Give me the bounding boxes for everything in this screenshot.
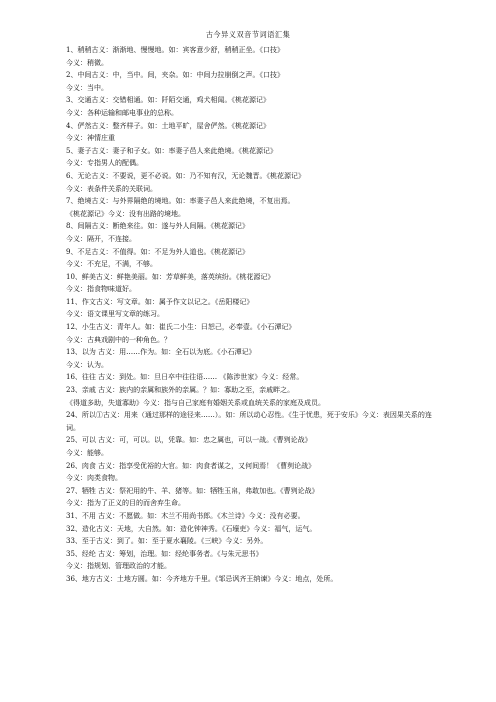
glossary-line: 6、无论古义：不要说，更不必说。如：乃不知有汉，无论魏晋。《桃花源记》 [66,171,305,180]
glossary-line: 今义：指为了正义的目的而舍弃生命。 [66,499,185,508]
glossary-line: 4、俨然古义：整齐样子。如：土地平旷，屋舍俨然。《桃花源记》 [66,121,270,130]
glossary-line: 今义：语文课里写文章的练习。 [66,310,164,319]
glossary-line: 24、所以①古义：用来（通过那样的途径来……）。如：所以动心忍性。《生于忧患，死于安乐》今义：表因果关系的连词。 [66,411,432,432]
glossary-line: 25、可以 古义：可，可以。以，凭靠。如：忠之属也，可以一战。《曹刿论战》 [66,436,312,445]
glossary-line: 23、亲戚 古义：族内的亲属和族外的亲属。？如：寡助之至，亲戚畔之。 [66,386,295,395]
glossary-line: 12、小生古义：青年人。如：崔氏二小生：曰恕己，必奉壹。《小石潭记》 [66,323,296,332]
glossary-line: 5、妻子古义：妻子和子女。如：率妻子邑人来此绝境。《桃花源记》 [66,146,277,155]
glossary-list [66,44,442,586]
glossary-line: 今义：各种运输和邮电事业的总称。 [66,108,178,117]
glossary-line: 《得道多助，失道寡助》今义：指与自己家庭有婚姻关系或血统关系的家庭及成员。 [66,398,325,407]
glossary-line: 今义：当中。 [66,83,108,92]
glossary-line: 3、交通古义：交错相通。如：阡陌交通，鸡犬相闻。《桃花源记》 [66,96,270,105]
glossary-line: 35、经纶 古义：筹划，治理。如：经纶事务者。《与朱元思书》 [66,549,263,558]
glossary-line: 《桃花源记》今义：没有出路的境地。 [66,209,185,218]
glossary-line: 今义：专指男人的配偶。 [66,159,143,168]
glossary-line: 1、稍稍古义：渐渐地、慢慢地。如：宾客意少舒，稍稍正坐。《口技》 [66,46,284,54]
glossary-line: 今义：表条件关系的关联词。 [66,184,157,193]
glossary-line: 32、造化古义：天地，大自然。如：造化钟神秀。《石壕吏》今义：福气，运气。 [66,524,317,533]
glossary-line: 33、至于古义：到了。如：至于夏水襄陵。《三峡》今义：另外。 [66,537,268,546]
glossary-line: 今义：神情庄重 [66,134,115,143]
glossary-line: 16、往往 古义：到处。如：旦日卒中往往语…… 《陈涉世家》今义：经常。 [66,373,304,382]
glossary-line: 2、中间古义：中，当中。间，夹杂。如：中间力拉崩倒之声。《口技》 [66,71,284,80]
glossary-line: 今义：隔开，不连接。 [66,234,136,243]
glossary-line: 今义：能够。 [66,449,108,457]
glossary-line: 31、不用 古义：不愿做。如：木兰不用尚书郎。《木兰诗》今义：没有必要。 [66,511,305,520]
glossary-line: 今义：稍微。 [66,58,108,67]
glossary-line: 27、牺牲 古义：祭祀用的牛、羊、猪等。如：牺牲玉帛，弗敢加也。《曹刿论战》 [66,486,319,495]
glossary-line: 7、绝境古义：与外界隔绝的境地。如：率妻子邑人来此绝境，不复出焉。 [66,197,295,206]
glossary-line: 36、地方古义：土地方圆。如：今齐地方千里。《邹忌讽齐王纳谏》今义：地点，处所。 [66,574,338,583]
glossary-line: 9、不足古义：不值得。如：不足为外人道也。《桃花源记》 [66,247,249,256]
glossary-line: 10、鲜美古义：鲜艳美丽。如：芳草鲜美，落英缤纷。《桃花源记》 [66,272,275,281]
glossary-line: 今义：指食物味道好。 [66,285,136,294]
glossary-line: 13、以为 古义：用……作为。如：全石以为底。《小石潭记》 [66,348,256,357]
glossary-line: 今义：肉类食物。 [66,474,122,483]
glossary-line: 今义：不充足，不满，不够。 [66,260,157,269]
glossary-line: 8、间隔古义：断绝来往。如：遂与外人间隔。《桃花源记》 [66,222,249,231]
document-title: 古今异义双音节词语汇集 [205,30,291,39]
glossary-line: 今义：古典戏剧中的一种角色。？ [66,335,171,344]
glossary-line: 11、作文古义：写文章。如：属予作文以记之。《岳阳楼记》 [66,297,254,306]
glossary-line: 今义：认为。 [66,360,108,369]
glossary-line: 26、肉食 古义：指享受优裕的大官。如：肉食者谋之，又何间焉！《曹刿论战》 [66,461,316,470]
glossary-line: 今义：指规划、管理政治的才能。 [66,562,171,571]
